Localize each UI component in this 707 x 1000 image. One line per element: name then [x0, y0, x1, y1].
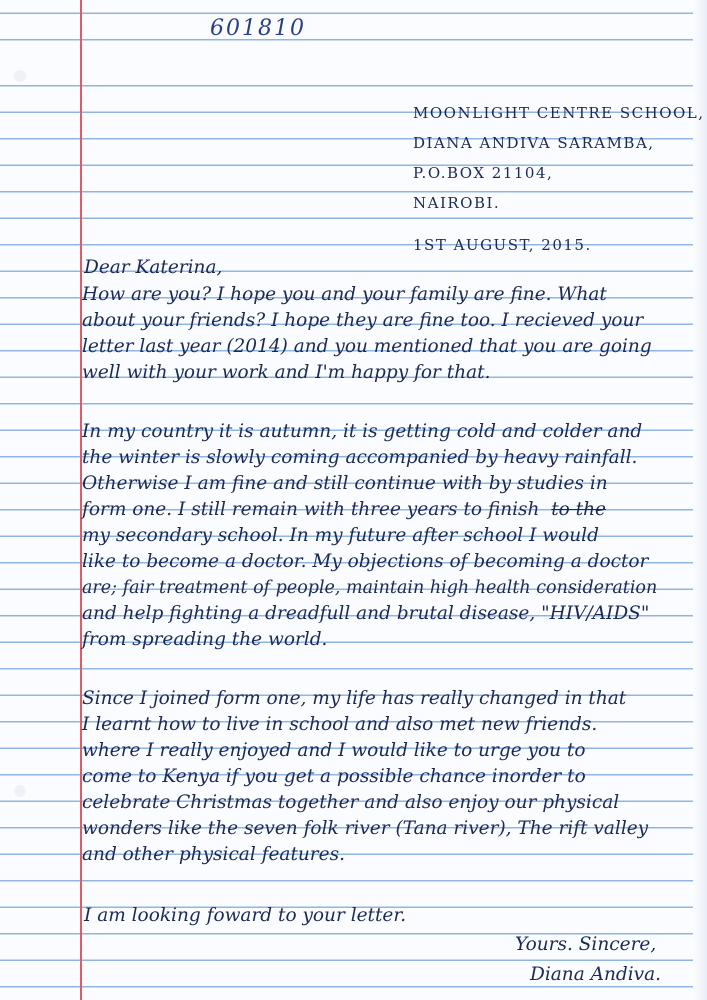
paragraph-1 — [82, 282, 692, 386]
signature: Diana Andiva. — [530, 964, 661, 985]
sender-address — [413, 98, 705, 218]
address-line: P.O.BOX 21104, — [413, 164, 554, 182]
text-line: about your friends? I hope they are fine too. I recieved your — [82, 310, 644, 331]
text-line: and other physical features. — [82, 844, 345, 865]
crossed-out-text: to the — [551, 499, 606, 520]
address-line: DIANA ANDIVA SARAMBA, — [413, 134, 655, 152]
binder-hole — [14, 70, 26, 82]
paragraph-3 — [82, 686, 692, 868]
text-line: wonders like the seven folk river (Tana river), The rift valley — [82, 818, 649, 839]
text-line: In my country it is autumn, it is getting cold and colder and — [82, 421, 643, 442]
text-line: well with your work and I'm happy for that. — [82, 362, 491, 383]
text-line: like to become a doctor. My objections of becoming a doctor — [82, 551, 649, 572]
text-line: where I really enjoyed and I would like to urge you to — [82, 740, 586, 761]
text-line: letter last year (2014) and you mentioned that you are going — [82, 336, 652, 357]
text-line-with-strikethrough — [82, 497, 692, 523]
text-line: I learnt how to live in school and also met new friends. — [82, 714, 598, 735]
text-line: How are you? I hope you and your family are fine. What — [82, 284, 607, 305]
binder-hole — [14, 785, 26, 797]
text-line: are; fair treatment of people, maintain high health consideration — [82, 578, 658, 598]
text-line: and help fighting a dreadfull and brutal disease, "HIV/AIDS" — [82, 603, 650, 624]
salutation: Dear Katerina, — [84, 257, 223, 278]
text-line: the winter is slowly coming accompanied by heavy rainfall. — [82, 447, 638, 468]
signature-block — [515, 930, 661, 990]
text-line: Otherwise I am fine and still continue with by studies in — [82, 473, 608, 494]
text-line: come to Kenya if you get a possible chance inorder to — [82, 766, 586, 787]
text-line: from spreading the world. — [82, 629, 328, 650]
closing-line: I am looking foward to your letter. — [84, 905, 407, 926]
paragraph-2 — [82, 419, 692, 653]
text-line: my secondary school. In my future after school I would — [82, 525, 599, 546]
letter-date: 1ST AUGUST, 2015. — [413, 236, 592, 254]
text-line: celebrate Christmas together and also enjoy our physical — [82, 792, 620, 813]
address-line: NAIROBI. — [413, 194, 501, 212]
address-line: MOONLIGHT CENTRE SCHOOL, — [413, 104, 705, 122]
reference-number: 601810 — [210, 16, 306, 41]
text-line: form one. I still remain with three years to finish — [82, 499, 540, 520]
valediction: Yours. Sincere, — [515, 934, 657, 955]
text-line: Since I joined form one, my life has really changed in that — [82, 688, 627, 709]
